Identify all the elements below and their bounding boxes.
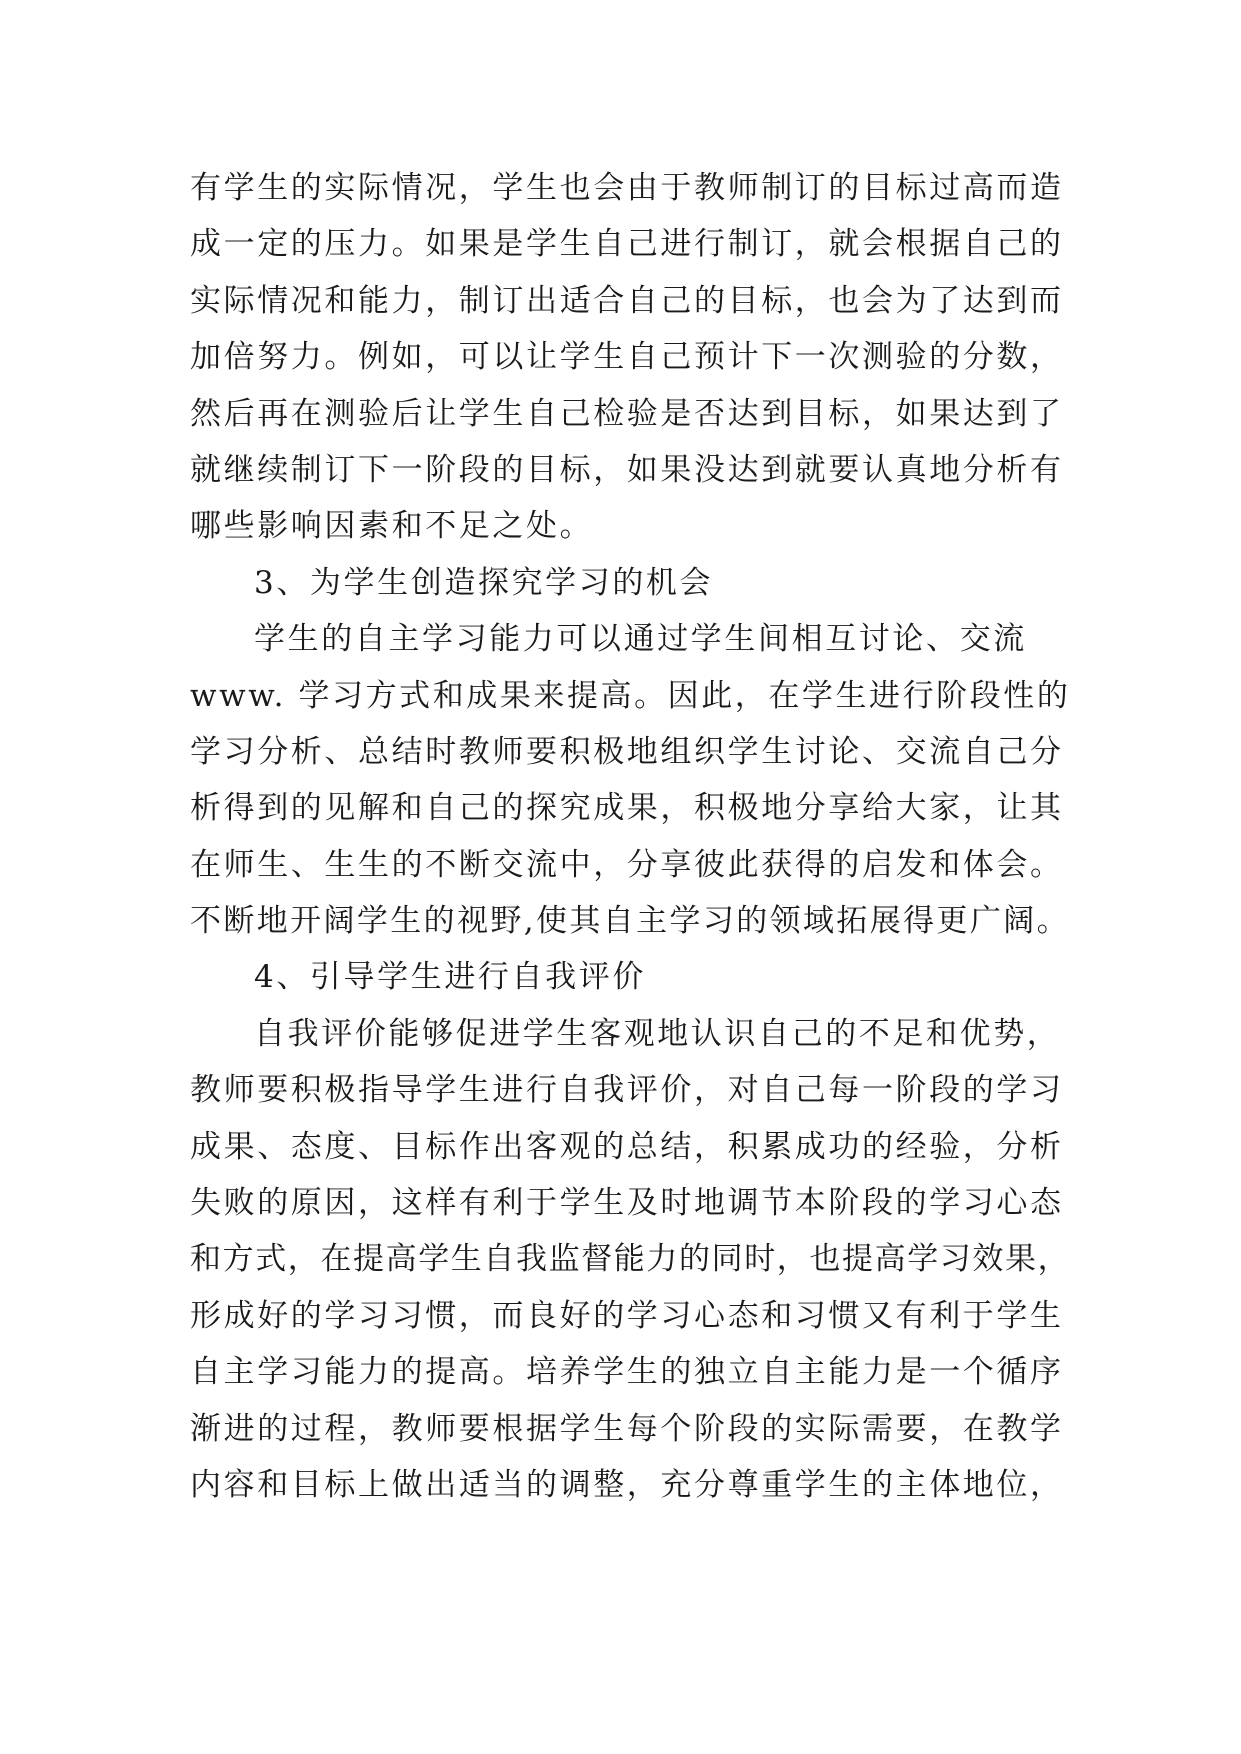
text-line: 失败的原因，这样有利于学生及时地调节本阶段的学习心态 [190, 1185, 1064, 1222]
text-line: 成果、态度、目标作出客观的总结，积累成功的经验，分析 [190, 1128, 1064, 1165]
text-line: 析得到的见解和自己的探究成果，积极地分享给大家，让其 [190, 790, 1064, 827]
text-line: 然后再在测验后让学生自己检验是否达到目标，如果达到了 [190, 395, 1064, 432]
text-line: 内容和目标上做出适当的调整，充分尊重学生的主体地位， [190, 1466, 1064, 1503]
text-line: 就继续制订下一阶段的目标，如果没达到就要认真地分析有 [190, 451, 1064, 488]
text-line: 渐进的过程，教师要根据学生每个阶段的实际需要，在教学 [190, 1410, 1064, 1447]
text-line: 成一定的压力。如果是学生自己进行制订，就会根据自己的 [190, 226, 1064, 263]
paragraph-start-line: 学生的自主学习能力可以通过学生间相互讨论、交流 [254, 621, 1027, 658]
text-line: 有学生的实际情况，学生也会由于教师制订的目标过高而造 [190, 170, 1064, 206]
text-line: 自主学习能力的提高。培养学生的独立自主能力是一个循序 [190, 1354, 1064, 1391]
paragraph-start-line: 自我评价能够促进学生客观地认识自己的不足和优势， [254, 1015, 1061, 1052]
paragraph-start-line: 3、为学生创造探究学习的机会 [254, 564, 714, 601]
text-line: 和方式，在提高学生自我监督能力的同时，也提高学习效果， [190, 1241, 1071, 1278]
text-line: 教师要积极指导学生进行自我评价，对自己每一阶段的学习 [190, 1072, 1064, 1109]
text-line: 实际情况和能力，制订出适合自己的目标，也会为了达到而 [190, 282, 1064, 319]
text-line: 学习分析、总结时教师要积极地组织学生讨论、交流自己分 [190, 733, 1064, 770]
text-line: 形成好的学习习惯，而良好的学习心态和习惯又有利于学生 [190, 1297, 1064, 1334]
text-line: 在师生、生生的不断交流中，分享彼此获得的启发和体会。 [190, 846, 1064, 883]
text-line: www. 学习方式和成果来提高。因此，在学生进行阶段性的 [190, 677, 1071, 714]
text-line: 哪些影响因素和不足之处。 [190, 508, 594, 545]
text-line: 不断地开阔学生的视野,使其自主学习的领域拓展得更广阔。 [190, 903, 1071, 940]
document-body [190, 160, 1070, 1513]
text-line: 加倍努力。例如，可以让学生自己预计下一次测验的分数， [190, 339, 1064, 376]
paragraph-start-line: 4、引导学生进行自我评价 [254, 959, 646, 996]
